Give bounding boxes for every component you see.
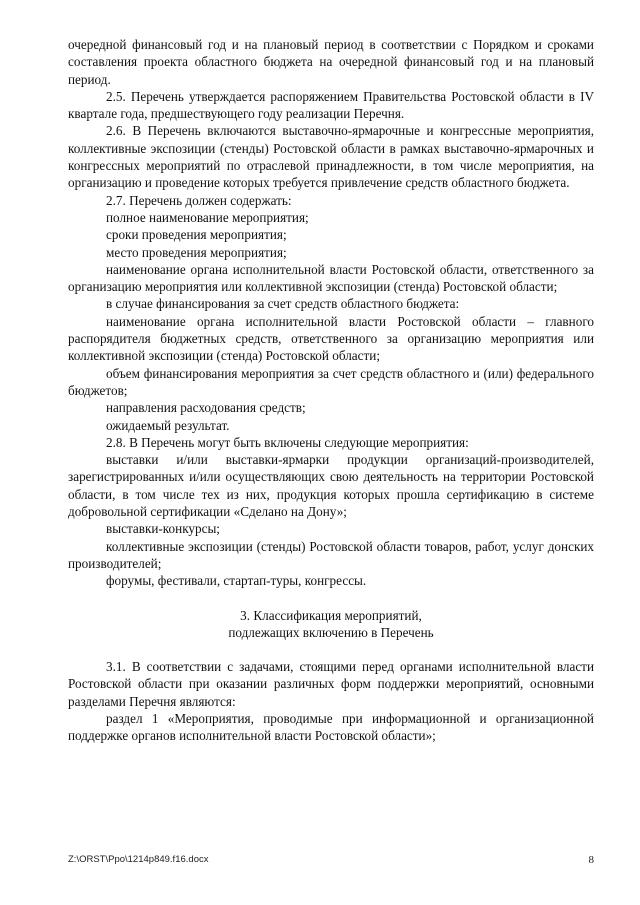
section-paragraph-list: [68, 658, 594, 744]
paragraph: очередной финансовый год и на плановый период в соответствии с Порядком и сроками составления проекта областного бюджета на очередной финансовый год и на плановый период.: [68, 37, 594, 87]
document-body: [68, 36, 594, 745]
paragraph: 2.5. Перечень утверждается распоряжением Правительства Ростовской области в IV квартале года, предшествующего году реализации Перечня.: [68, 88, 594, 122]
paragraph: место проведения мероприятия;: [106, 244, 287, 260]
paragraph: направления расходования средств;: [106, 400, 306, 416]
section-heading-line-2: подлежащих включению в Перечень: [228, 624, 434, 640]
paragraph: полное наименование мероприятия;: [106, 209, 309, 225]
paragraph: наименование органа исполнительной власти Ростовской области, ответственного за организацию мероприятия или коллективной экспозиции (стенда) Ростовской области;: [68, 261, 594, 295]
paragraph: коллективные экспозиции (стенды) Ростовской области товаров, работ, услуг донских производителей;: [68, 538, 594, 571]
blank-line: [68, 641, 594, 658]
file-path: Z:\ORST\Ppo\1214p849.f16.docx: [68, 854, 209, 865]
section-heading-line-1: 3. Классификация мероприятий,: [240, 607, 422, 623]
paragraph: 2.7. Перечень должен содержать:: [106, 192, 292, 208]
paragraph: 2.8. В Перечень могут быть включены следующие мероприятия:: [106, 434, 469, 450]
paragraph: 3.1. В соответствии с задачами, стоящими перед органами исполнительной власти Ростовской области при оказании различных форм поддержки мероприятий, основными разделами Перечня являются:: [68, 659, 594, 709]
paragraph-list: [68, 36, 594, 590]
paragraph: выставки-конкурсы;: [106, 521, 220, 537]
paragraph: ожидаемый результат.: [106, 417, 230, 433]
paragraph: наименование органа исполнительной власти Ростовской области – главного распорядителя бюджетных средств, ответственного за организацию мероприятия или коллективной экспозиции (стенда) Ростовской области;: [68, 313, 594, 364]
section-heading: [68, 607, 594, 642]
paragraph: сроки проведения мероприятия;: [106, 227, 287, 243]
paragraph: выставки и/или выставки-ярмарки продукции организаций-производителей, зарегистрированных и/или осуществляющих свою деятельность на территории Ростовской области, в том числе тех из них, продукция которых прошла сертификацию в системе добровольной сертификации «Сделано на Дону»;: [68, 452, 594, 520]
paragraph: форумы, фестивали, стартап-туры, конгрессы.: [106, 573, 367, 589]
paragraph: 2.6. В Перечень включаются выставочно-ярмарочные и конгрессные мероприятия, коллективные экспозиции (стенды) Ростовской области в рамках выставочно-ярмарочных и конгрессных мероприятий по отраслевой принадлежности, в том числе мероприятия, на организацию и проведение которых требуется привлечение средств областного бюджета.: [68, 123, 594, 191]
page-number: 8: [588, 854, 594, 866]
paragraph: раздел 1 «Мероприятия, проводимые при информационной и организационной поддержке органов исполнительной власти Ростовской области»;: [68, 710, 594, 744]
paragraph: в случае финансирования за счет средств областного бюджета:: [106, 296, 460, 312]
paragraph: объем финансирования мероприятия за счет средств областного и (или) федерального бюджетов;: [68, 365, 594, 398]
blank-line: [68, 590, 594, 607]
